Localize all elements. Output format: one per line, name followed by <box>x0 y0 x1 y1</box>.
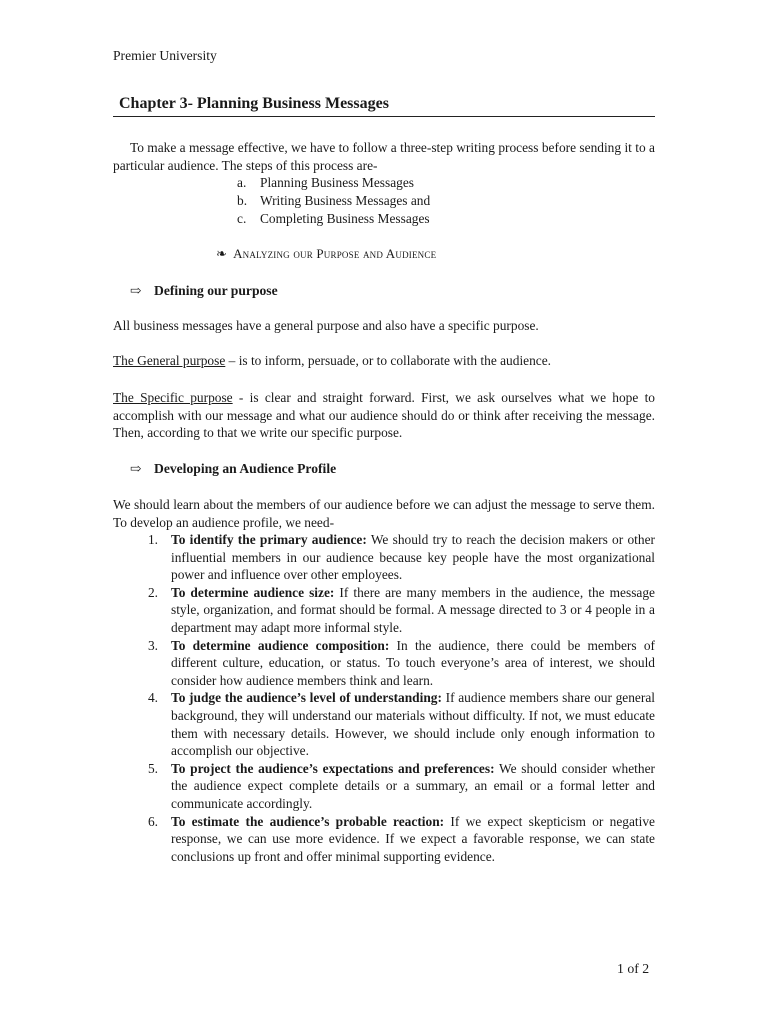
list-item <box>113 760 655 813</box>
list-number: 1. <box>147 532 158 547</box>
process-steps-list <box>237 174 430 228</box>
audience-intro: We should learn about the members of our audience before we can adjust the message to serve them. To develop an audience profile, we need- <box>113 497 655 530</box>
list-item-text: We should consider whether the audience expect complete details or a summary, an email or a formal letter and communicate accordingly. <box>171 760 655 811</box>
list-item-text: Planning Business Messages <box>260 175 414 190</box>
purpose-intro: All business messages have a general purpose and also have a specific purpose. <box>113 318 539 333</box>
list-item-text: If audience members share our general background, they will understand our materials without difficulty. If not, we must educate them with necessary details. However, we should include only enough information to accomplish our objective. <box>171 690 655 759</box>
list-number: 3. <box>147 637 158 653</box>
list-item-body <box>158 760 655 813</box>
list-number: 2. <box>147 584 158 600</box>
specific-purpose-term: The Specific purpose <box>113 390 233 405</box>
subheading-audience-profile <box>130 460 336 478</box>
list-marker: a. <box>237 175 247 190</box>
specific-purpose-paragraph <box>113 389 655 442</box>
list-item-lead: To estimate the audience’s probable reaction: <box>171 813 445 829</box>
list-item <box>113 689 655 759</box>
list-item-text: Completing Business Messages <box>260 210 430 226</box>
list-item-text: Writing Business Messages and <box>260 192 431 208</box>
list-item-lead: To judge the audience’s level of understanding: <box>171 690 442 706</box>
page-number: 1 of 2 <box>617 961 650 976</box>
list-item-text: We should try to reach the decision makers or other influential members in our audience because key people have the most organizational power and influence over other employees. <box>171 532 655 583</box>
list-item-lead: To identify the primary audience: <box>171 532 367 547</box>
list-number: 4. <box>147 690 158 706</box>
general-purpose-term: The General purpose <box>113 353 226 368</box>
arrow-right-icon: ⇨ <box>130 461 142 476</box>
section-heading-text: Analyzing our Purpose and Audience <box>233 246 437 261</box>
list-item <box>237 192 430 210</box>
page-header: Premier University <box>113 48 217 63</box>
list-marker: b. <box>237 192 248 208</box>
chapter-title: Chapter 3- Planning Business Messages <box>113 94 655 117</box>
list-marker: c. <box>237 210 247 226</box>
intro-paragraph <box>113 139 655 174</box>
fleuron-icon: ❧ <box>216 246 228 261</box>
list-item-body <box>158 689 655 759</box>
intro-text: To make a message effective, we have to follow a three-step writing process before sending it to a particular audience. The steps of this process are- <box>113 140 655 173</box>
arrow-right-icon: ⇨ <box>130 283 142 298</box>
list-item-lead: To determine audience size: <box>171 584 335 600</box>
list-item <box>113 584 655 637</box>
list-item <box>237 210 430 228</box>
section-heading <box>216 245 436 263</box>
subheading-text: Developing an Audience Profile <box>154 461 337 476</box>
list-item <box>113 813 655 866</box>
general-purpose-text: – is to inform, persuade, or to collaborate with the audience. <box>225 353 552 368</box>
list-item-body <box>158 584 655 637</box>
list-item-text: In the audience, there could be members of different culture, education, or status. To touch everyone’s area of interest, we should consider how audience members think and learn. <box>171 637 655 688</box>
list-item <box>113 637 655 690</box>
list-item <box>113 531 655 584</box>
list-item-body <box>158 531 655 584</box>
general-purpose-paragraph <box>113 352 655 370</box>
list-number: 6. <box>147 813 158 829</box>
list-item-text: If we expect skepticism or negative response, we can use more evidence. If we expect a favorable response, we can state conclusions up front and offer minimal supporting evidence. <box>171 813 655 864</box>
list-item-lead: To determine audience composition: <box>171 637 390 653</box>
audience-profile-list <box>113 531 655 865</box>
list-item-body <box>158 813 655 866</box>
subheading-text: Defining our purpose <box>154 283 278 298</box>
subheading-defining-purpose <box>130 282 278 300</box>
specific-purpose-text: - is clear and straight forward. First, we ask ourselves what we hope to accomplish with our message and what our audience should do or think after receiving the message. Then, according to that we write our specific purpose. <box>113 390 656 441</box>
list-item-text: If there are many members in the audience, the message style, organization, and format should be formal. A message directed to 3 or 4 people in a department may adapt more informal style. <box>171 584 655 635</box>
list-item <box>237 174 430 192</box>
list-item-body <box>158 637 655 690</box>
list-number: 5. <box>147 760 158 776</box>
list-item-lead: To project the audience’s expectations and preferences: <box>171 760 495 776</box>
